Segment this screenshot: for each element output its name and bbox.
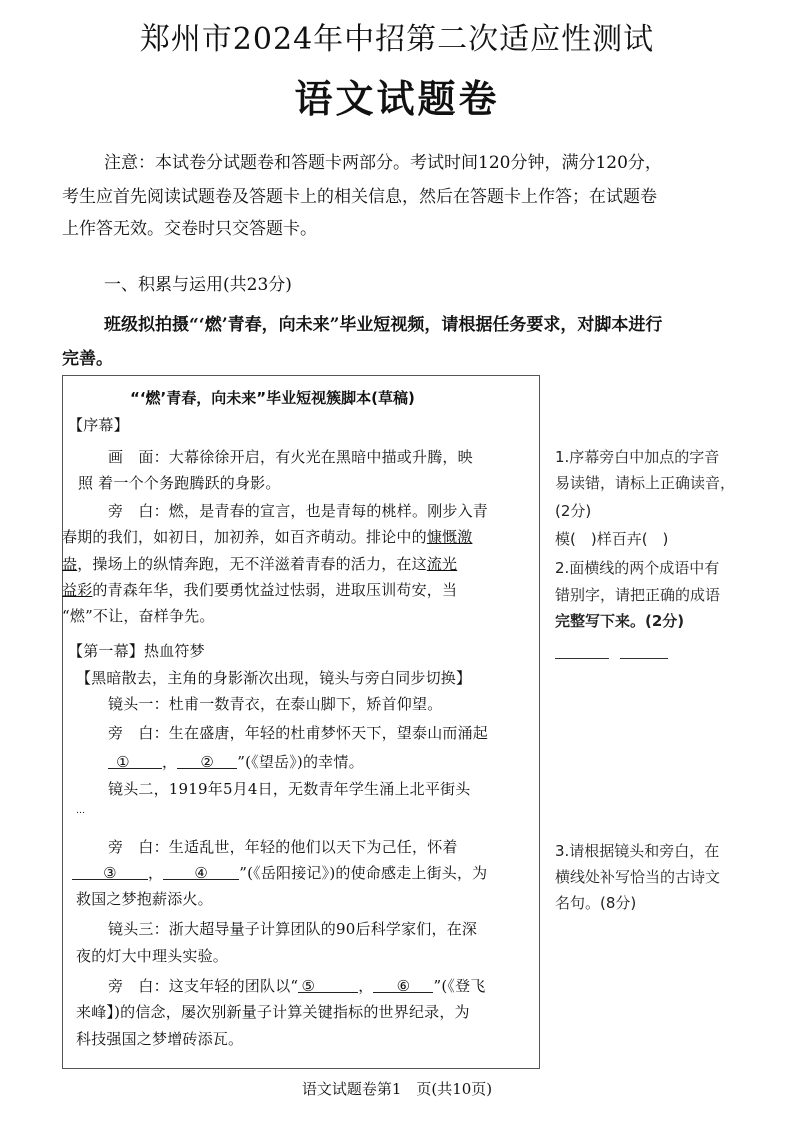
voice-line-3-text: ，操场上的纵情奔跑，无不洋滋着青春的活力，在这 [77,555,427,573]
question-3-line-1: 3.请根据镜头和旁白，在 [555,842,720,860]
paper-title: 语文试题卷 [294,76,500,121]
question-3-line-3: 名句。(8分) [555,894,637,912]
blank-1[interactable]: ① [108,753,162,769]
voice-3-line-1: 旁 白：这支年轻的团队以“ ⑤ ， ⑥ ”(《登飞 [108,977,486,995]
question-2-line-3: 完整写下来。(2分) [555,612,685,630]
voice-line-2-text: 春期的我们，如初日，加初养，如百齐萌动。排论中的 [62,528,427,546]
shot-2-continuation: … [76,806,86,816]
voice-1-line-1: 旁 白：生在盛唐，年轻的杜甫梦怀天下，望泰山而涌起 [108,724,489,742]
blank-5[interactable]: ⑤ [298,977,358,993]
prologue-voice-line-3 [62,553,457,574]
idiom-1-underlined-end: 盎 [62,555,78,573]
prologue-voice-line-1: 旁 白：燃，是青春的宣言，也是青每的桃样。刚步入青 [108,502,489,520]
idiom-1-underlined: 慷慨激 [426,528,473,546]
blank-3[interactable]: ③ [72,864,148,880]
idiom-2-underlined-end: 益彩 [62,581,93,599]
question-1-line-1: 1.序幕旁白中加点的字音 [555,448,720,466]
act1-heading: 【第一幕】热血符梦 [68,642,205,660]
prologue-screen-line-1: 画 面：大幕徐徐开启，有火光在黑暗中描或升腾，映 [108,448,473,466]
voice-1-line-2: ① ， ② ”(《望岳》)的幸情。 [108,751,364,772]
shot-1: 镜头一：杜甫一数青衣，在泰山脚下，矫首仰望。 [108,695,443,713]
shot-3-line-1: 镜头三：浙大超导量子计算团队的90后科学家们，在深 [108,920,478,938]
voice-3-line-2: 来峰】)的信念，屡次别新量子计算关键指标的世界纪录，为 [76,1003,470,1021]
answer-line-1[interactable] [555,658,609,659]
prologue-screen-line-2: 照 着一个个务跑腾跃的身影。 [78,474,281,492]
voice-3-line-1-text: 旁 白：这支年轻的团队以“ [108,977,299,995]
voice-2-line-2-text: ”(《岳阳接记》)的使命感走上街头，为 [239,864,488,882]
blank-4[interactable]: ④ [163,864,239,880]
question-1-line-2: 易读错，请标上正确读音， [555,474,736,492]
question-3-line-2: 横线处补写恰当的古诗文 [555,868,721,886]
shot-3-line-2: 夜的灯大中理头实验。 [76,947,229,965]
exam-title: 郑州市2024年中招第二次适应性测试 [139,22,655,57]
notice-line-3: 上作答无效。交卷时只交答题卡。 [62,219,317,239]
idiom-2-underlined: 流光 [426,555,458,573]
notice-line-2: 考生应首先阅读试题卷及答题卡上的相关信息，然后在答题卡上作答；在试题卷 [62,187,657,207]
question-1-line-3: (2分) [555,502,592,520]
prologue-voice-line-2 [62,526,472,547]
section-intro-line-1: 班级拟拍摄“‘燃’青春，向未来”毕业短视频，请根据任务要求，对脚本进行 [104,315,663,335]
section-intro-line-2: 完善。 [62,349,113,369]
page-footer: 语文试题卷第1 页(共10页) [301,1080,493,1098]
act1-stage-direction: 【黑暗散去，主角的身影渐次出现，镜头与旁白同步切换】 [76,669,472,687]
blank-2[interactable]: ② [177,753,237,769]
answer-line-2[interactable] [620,658,668,659]
voice-3-line-1-post: ”(《登飞 [433,977,486,995]
prologue-voice-line-5: “燃”不让，奋样争先。 [62,607,215,625]
voice-line-4-text: 的青森年华，我们要勇忱益过怯弱，进取压训苟安，当 [92,581,458,599]
voice-2-line-3: 救国之梦抱薪添火。 [76,890,213,908]
question-2-line-1: 2.面横线的两个成语中有 [555,559,720,577]
section-heading: 一、积累与运用(共23分) [104,275,292,295]
shot-2: 镜头二，1919年5月4日，无数青年学生涌上北平街头 [108,780,471,798]
notice-line-1: 注意：本试卷分试题卷和答题卡两部分。考试时间120分钟，满分120分， [104,153,662,173]
prologue-voice-line-4 [62,579,457,600]
question-2-line-2: 错别字，请把正确的成语 [555,586,721,604]
voice-3-line-3: 科技强国之梦增砖添瓦。 [76,1030,244,1048]
script-title: “‘燃’青春，向未来”毕业短视簇脚本(草稿) [130,389,415,407]
blank-6[interactable]: ⑥ [373,977,433,993]
question-1-line-4: 模( )样百卉( ) [555,530,669,548]
voice-1-line-2-text: ”(《望岳》)的幸情。 [237,753,364,771]
voice-2-line-1: 旁 白：生适乱世，年轻的他们以天下为己任，怀着 [108,838,458,856]
voice-2-line-2: ③ ， ④ ”(《岳阳接记》)的使命感走上街头，为 [72,862,487,883]
prologue-heading: 【序幕】 [68,416,129,434]
